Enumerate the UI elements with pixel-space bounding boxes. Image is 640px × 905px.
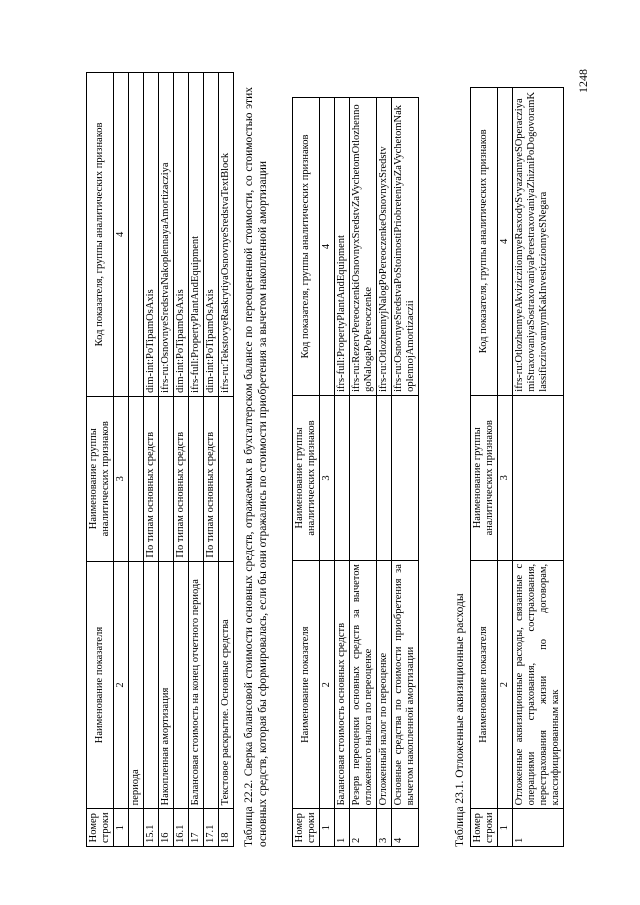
- header-group-name: Наименование группы аналитических признаков: [87, 396, 114, 561]
- indicator-code: ifrs-full:PropertyPlantAndEquipment: [335, 98, 350, 396]
- row-number: 15.1: [144, 809, 159, 847]
- group-name: [189, 396, 204, 561]
- indicator-code: ifrs-ru:OsnovnyeSredstvaNakoplennayaAmortizacziya: [159, 73, 174, 397]
- indicator-code: ifrs-ru:OtlozhennyeAkvizicziionnyeRasxodySvyazannyeSOperacziyamiStraxovaniyaSostraxovaniyaPerestraxovaniyaZhizniPoDogovoramKlassificzirovannymKakInvesticzionnyeSNegara: [513, 88, 564, 396]
- indicator-code: ifrs-ru:TekstovyeRaskrytiyaOsnovnyeSredstvaTextBlock: [219, 73, 234, 397]
- row-number: 1: [513, 809, 564, 847]
- page-number: 1248: [576, 69, 590, 93]
- group-name: [377, 395, 392, 560]
- column-number: 3: [114, 396, 129, 561]
- column-number: 1: [114, 809, 129, 847]
- indicator-name: [174, 561, 189, 809]
- group-name: По типам основных средств: [204, 396, 219, 561]
- group-name: [392, 395, 419, 560]
- group-name: По типам основных средств: [174, 396, 189, 561]
- indicator-code: [129, 73, 144, 397]
- header-group-name: Наименование группы аналитических признаков: [293, 395, 320, 560]
- row-number: 17: [189, 809, 204, 847]
- indicator-code: dim-int:PoTipamOsAxis: [174, 73, 189, 397]
- header-code: Код показателя, группы аналитических признаков: [293, 98, 320, 396]
- column-number: 3: [498, 395, 513, 560]
- header-indicator-name: Наименование показателя: [471, 560, 498, 809]
- column-number: 2: [498, 560, 513, 809]
- table-row: [129, 73, 144, 847]
- column-number: 2: [320, 561, 335, 809]
- header-code: Код показателя, группы аналитических признаков: [471, 88, 498, 396]
- column-number-row: [114, 73, 129, 847]
- table-row: [159, 73, 174, 847]
- row-number: [129, 809, 144, 847]
- group-name: [219, 396, 234, 561]
- row-number: 16.1: [174, 809, 189, 847]
- table-row: [174, 73, 189, 847]
- table-row: [513, 88, 564, 847]
- column-number: 1: [498, 809, 513, 847]
- table-row: [144, 73, 159, 847]
- row-number: 1: [335, 809, 350, 847]
- indicator-name: [144, 561, 159, 809]
- header-code: Код показателя, группы аналитических признаков: [87, 73, 114, 397]
- column-number: 4: [320, 98, 335, 396]
- indicator-code: ifrs-ru:OtlozhennyjNalogPoPereoczenkeOsnovnyxSredstv: [377, 98, 392, 396]
- group-name: [335, 395, 350, 560]
- indicator-code: dim-int:PoTipamOsAxis: [144, 73, 159, 397]
- column-number: 3: [320, 395, 335, 560]
- table-row: [392, 98, 419, 847]
- row-number: 18: [219, 809, 234, 847]
- table-row: [350, 98, 377, 847]
- group-name: [129, 396, 144, 561]
- indicator-name: периода: [129, 561, 144, 809]
- table-header-row: [293, 98, 320, 847]
- indicator-name: Накопленная амортизация: [159, 561, 174, 809]
- row-number: 16: [159, 809, 174, 847]
- table-row: [377, 98, 392, 847]
- indicator-code: ifrs-ru:OsnovnyeSredstvaPoStoimostiPriobreteniyaZaVychetomNakoplennojAmortizaczii: [392, 98, 419, 396]
- table-row: [189, 73, 204, 847]
- header-row-number: Номер строки: [293, 809, 320, 847]
- indicator-name: Балансовая стоимость на конец отчетного периода: [189, 561, 204, 809]
- header-indicator-name: Наименование показателя: [87, 561, 114, 809]
- row-number: 17.1: [204, 809, 219, 847]
- column-number-row: [498, 88, 513, 847]
- indicator-name: Основные средства по стоимости приобретения за вычетом накопленной амортизации: [392, 561, 419, 809]
- group-name: [513, 395, 564, 560]
- group-name: [350, 395, 377, 560]
- indicator-code: dim-int:PoTipamOsAxis: [204, 73, 219, 397]
- indicator-name: [204, 561, 219, 809]
- table-deferred-acquisition-costs: [470, 87, 564, 847]
- row-number: 2: [350, 809, 377, 847]
- table-row: [219, 73, 234, 847]
- table-revaluation-reconciliation: [292, 97, 419, 847]
- table-row: [335, 98, 350, 847]
- indicator-name: Текстовое раскрытие. Основные средства: [219, 561, 234, 809]
- header-indicator-name: Наименование показателя: [293, 561, 320, 809]
- column-number: 1: [320, 809, 335, 847]
- column-number: 2: [114, 561, 129, 809]
- row-number: 3: [377, 809, 392, 847]
- indicator-code: ifrs-ru:RezervPereoczenkiOsnovnyxSredstvZaVychetomOtlozhennogoNalogaPoPereoczenke: [350, 98, 377, 396]
- header-row-number: Номер строки: [87, 809, 114, 847]
- table-caption-23-1: Таблица 23.1. Отложенные аквизиционные расходы: [454, 593, 466, 847]
- row-number: 4: [392, 809, 419, 847]
- indicator-name: Резерв переоценки основных средств за вычетом отложенного налога по переоценке: [350, 561, 377, 809]
- table-header-row: [87, 73, 114, 847]
- table-header-row: [471, 88, 498, 847]
- table-caption-22-2: Таблица 22.2. Сверка балансовой стоимости основных средств, отражаемых в бухгалтерском балансе по переоцененной стоимости, со стоимостью этих основных средств, которая бы сформировалась, если бы они отражались по стоимости приобретения за вычетом накопленной амортизации: [243, 87, 269, 847]
- header-group-name: Наименование группы аналитических признаков: [471, 395, 498, 560]
- group-name: [159, 396, 174, 561]
- column-number-row: [320, 98, 335, 847]
- group-name: По типам основных средств: [144, 396, 159, 561]
- indicator-name: Балансовая стоимость основных средств: [335, 561, 350, 809]
- column-number: 4: [114, 73, 129, 397]
- indicator-code: ifrs-full:PropertyPlantAndEquipment: [189, 73, 204, 397]
- column-number: 4: [498, 88, 513, 396]
- table-ppe-reconciliation: [86, 72, 234, 847]
- indicator-name: Отложенные аквизиционные расходы, связанные с операциями страхования, сострахования, перестрахования жизни по договорам, классифицированным как: [513, 560, 564, 809]
- table-row: [204, 73, 219, 847]
- header-row-number: Номер строки: [471, 809, 498, 847]
- indicator-name: Отложенный налог по переоценке: [377, 561, 392, 809]
